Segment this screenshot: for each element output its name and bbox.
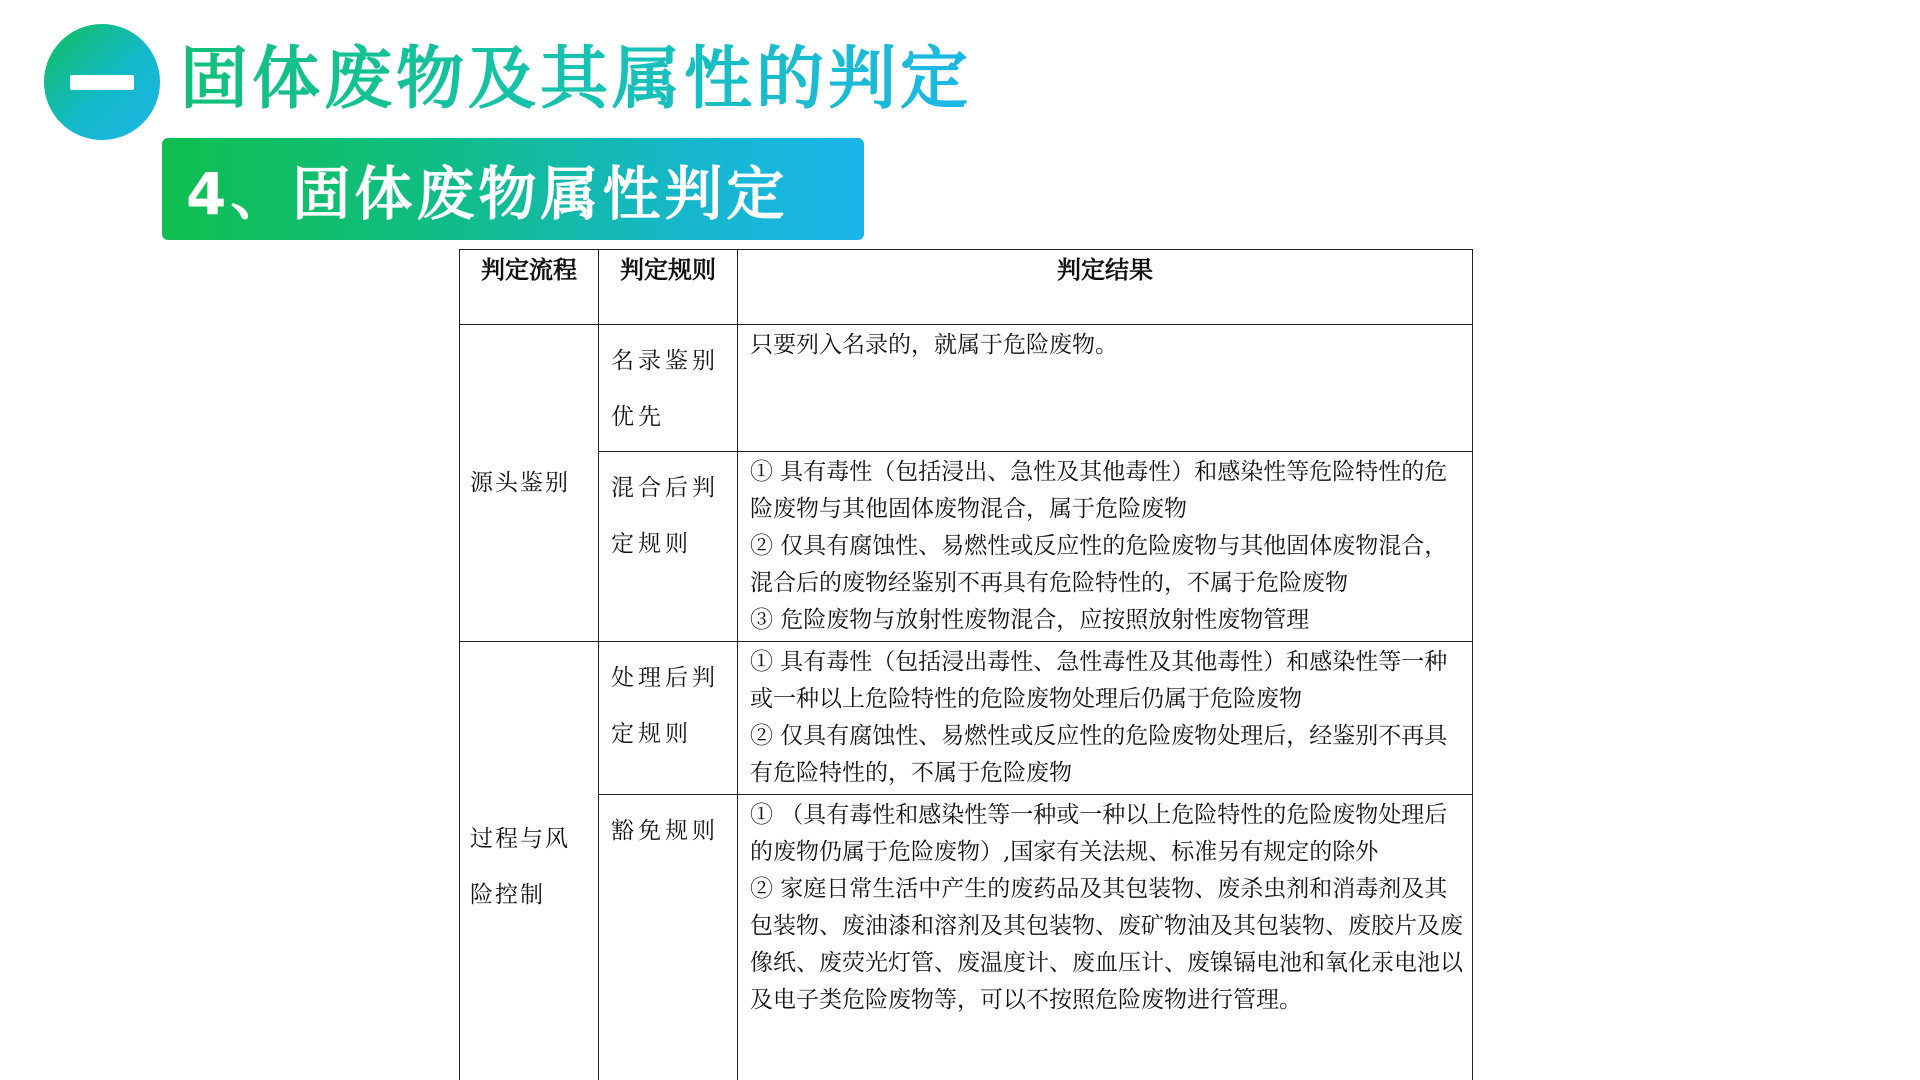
table-row xyxy=(460,795,1473,1080)
table-row xyxy=(460,452,1473,642)
rule-cell: 处理后判定规则 xyxy=(599,642,738,795)
rule-cell: 名录鉴别优先 xyxy=(599,325,738,452)
subsection-banner xyxy=(162,138,864,240)
subsection-title: 4、固体废物属性判定 xyxy=(186,160,789,228)
header-result: 判定结果 xyxy=(738,250,1473,325)
table-row xyxy=(460,642,1473,795)
table-row xyxy=(460,325,1473,452)
result-line: ② 仅具有腐蚀性、易燃性或反应性的危险废物与其他固体废物混合，混合后的废物经鉴别不再具有危险特性的，不属于危险废物 xyxy=(750,533,1448,596)
result-line: ② 仅具有腐蚀性、易燃性或反应性的危险废物处理后，经鉴别不再具有危险特性的，不属于危险废物 xyxy=(750,723,1448,786)
section-number-dash xyxy=(70,75,134,90)
result-cell xyxy=(738,795,1473,1080)
result-line: ③ 危险废物与放射性废物混合，应按照放射性废物管理 xyxy=(750,607,1310,633)
result-line: ② 家庭日常生活中产生的废药品及其包装物、废杀虫剂和消毒剂及其包装物、废油漆和溶剂及其包装物、废矿物油及其包装物、废胶片及废像纸、废荧光灯管、废温度计、废血压计、废镍镉电池和氧化汞电池以及电子类危险废物等，可以不按照危险废物进行管理。 xyxy=(750,876,1463,1013)
process-cell-source: 源头鉴别 xyxy=(460,325,599,642)
classification-rules-table xyxy=(459,249,1473,1080)
header-process: 判定流程 xyxy=(460,250,599,325)
result-cell xyxy=(738,452,1473,642)
section-number-badge xyxy=(44,24,160,140)
rule-cell: 混合后判定规则 xyxy=(599,452,738,642)
result-cell xyxy=(738,325,1473,452)
result-cell xyxy=(738,642,1473,795)
rule-cell: 豁免规则 xyxy=(599,795,738,1080)
table-header-row xyxy=(460,250,1473,325)
section-title: 固体废物及其属性的判定 xyxy=(180,40,973,119)
result-line: ① 具有毒性（包括浸出毒性、急性毒性及其他毒性）和感染性等一种或一种以上危险特性的危险废物处理后仍属于危险废物 xyxy=(750,649,1448,712)
process-cell-control: 过程与风险控制 xyxy=(460,642,599,1080)
result-line: ① （具有毒性和感染性等一种或一种以上危险特性的危险废物处理后的废物仍属于危险废物）,国家有关法规、标准另有规定的除外 xyxy=(750,802,1448,865)
header-rule: 判定规则 xyxy=(599,250,738,325)
result-line: ① 具有毒性（包括浸出、急性及其他毒性）和感染性等危险特性的危险废物与其他固体废物混合，属于危险废物 xyxy=(750,459,1448,522)
result-line: 只要列入名录的，就属于危险废物。 xyxy=(750,332,1118,358)
